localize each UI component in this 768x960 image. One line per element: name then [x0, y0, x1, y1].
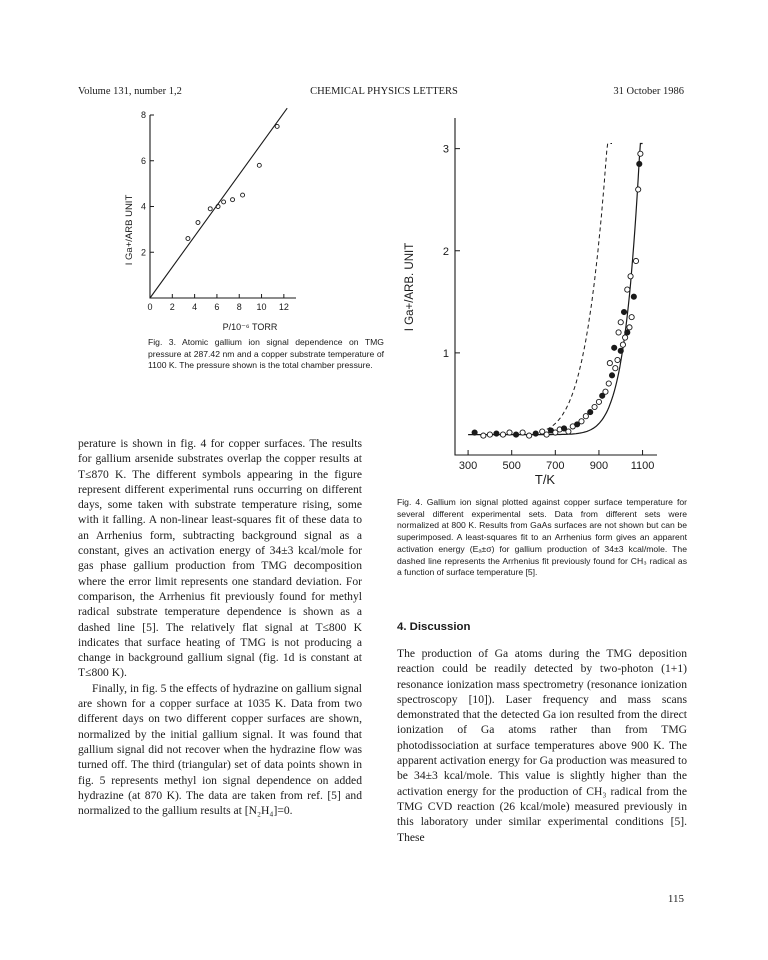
fig3-ylabel: I Ga+/ARB UNIT: [124, 194, 135, 266]
fig4-data-point: [579, 419, 584, 424]
fig4-y-tick-label: 1: [442, 347, 449, 360]
fig3-y-tick-label: 8: [140, 110, 146, 120]
fig4-data-point: [613, 366, 618, 371]
fig3-xlabel: P/10⁻⁶ TORR: [222, 322, 278, 332]
fig3-x-tick-label: 0: [147, 302, 153, 312]
fig3-data-point: [186, 237, 190, 241]
header-date: 31 October 1986: [613, 86, 684, 97]
fig4-data-point: [603, 389, 608, 394]
page-number: 115: [667, 893, 684, 905]
fig3-y-tick-label: 2: [140, 247, 146, 258]
fig3-y-tick-label: 4: [140, 201, 146, 212]
section-title: 4. Discussion: [397, 621, 471, 633]
fig3-data-point: [216, 205, 220, 209]
fig4-data-point: [513, 432, 518, 437]
fig4-data-point: [636, 187, 641, 192]
fig4-data-point: [615, 357, 620, 362]
paragraph: perature is shown in fig. 4 for copper surfaces. The results for gallium arsenide substrates overlap the copper results at T≤870 K. The different symbols appearing in the figure represent different experimental runs occurring on different days, some taken with substrate temperature rising, some with it falling. A non-linear least-squares fit of these data to an Arrhenius form, subtracting background signal as a constant, gives an activation energy of 34±3 kcal/mole for gas phase gallium production from TMG decomposition where the error limit represents one standard deviation. For comparison, the Arrhenius fit previously found for methyl radical substrate temperature dependence is shown as a dashed line [5]. The relatively flat signal at T≤800 K indicates that surface heating of TMG is not producing a change in background gallium signal (fig. 1d is constant at T≤800 K).: [78, 437, 362, 680]
fig3-fit-line: [150, 108, 287, 298]
fig3-axes: [150, 115, 296, 298]
fig4-x-tick-label: 700: [546, 460, 565, 472]
fig4-x-tick-label: 1100: [630, 460, 655, 472]
fig4-data-point: [612, 345, 617, 350]
fig4-data-point: [566, 429, 571, 434]
fig4-data-point: [500, 432, 505, 437]
fig4-data-point: [623, 335, 628, 340]
fig4-data-point: [481, 433, 486, 438]
fig4-data-point: [570, 424, 575, 429]
fig4-data-point: [544, 432, 549, 437]
fig4-data-point: [472, 430, 477, 435]
fig4-data-point: [628, 274, 633, 279]
figure-4-caption: Fig. 4. Gallium ion signal plotted against copper surface temperature for several different experimental sets. Data from different sets were normalized at 800 K. Results from GaAs surfaces are not shown but can be superimposed. A least-squares fit to an Arrhenius form gives an apparent activation energy (Eₐ±σ) for gallium production of 34±3 kcal/mole. The dashed line represents the Arrhenius fit previously found for CH₃ radical as a function of surface temperature [5].: [397, 497, 687, 578]
fig4-data-point: [507, 430, 512, 435]
fig3-data-point: [257, 163, 261, 167]
fig4-data-point: [627, 325, 632, 330]
fig3-data-point: [208, 207, 212, 211]
fig3-x-tick-label: 4: [192, 302, 198, 312]
header-journal-title: CHEMICAL PHYSICS LETTERS: [310, 86, 458, 97]
fig4-x-tick-label: 900: [589, 460, 609, 472]
fig4-data-point: [553, 430, 558, 435]
fig4-data-point: [575, 422, 580, 427]
fig4-data-point: [592, 404, 597, 409]
fig3-x-tick-label: 8: [236, 302, 242, 312]
paragraph: Finally, in fig. 5 the effects of hydrazine on gallium signal are shown for a copper surface at 1035 K. Data from two different days on two different copper surfaces are shown, normalized by the initial gallium signal. It was found that gallium signal did not recover when the hydrazine flow was turned off. The third (triangular) set of data points shown in fig. 5 represents methyl ion signal dependence on added hydrazine (at 870 K). The data are taken from ref. [5] and normalized to the gallium results at [N₂H₄]=0.: [78, 681, 362, 818]
fig4-data-point: [616, 330, 621, 335]
fig4-y-tick-label: 2: [442, 245, 449, 258]
fig3-x-tick-label: 10: [256, 302, 267, 312]
fig3-data-point: [196, 221, 200, 225]
fig4-data-point: [494, 431, 499, 436]
fig4-data-point: [588, 410, 593, 415]
fig4-fit-curve: [468, 144, 642, 435]
fig4-data-point: [607, 360, 612, 365]
fig4-x-tick-label: 500: [502, 460, 521, 472]
fig4-data-point: [629, 315, 634, 320]
fig4-data-point: [540, 429, 545, 434]
fig4-data-point: [583, 414, 588, 419]
fig4-data-point: [637, 161, 642, 166]
fig3-x-tick-label: 12: [278, 302, 289, 312]
fig4-ylabel: I Ga+/ARB. UNIT: [404, 242, 416, 332]
fig4-data-point: [633, 258, 638, 263]
fig4-data-point: [606, 381, 611, 386]
paragraph: The production of Ga atoms during the TMG deposition reaction could be readily detected by two-photon (1+1) resonance ionization mass spectrometry (resonance ionization spectroscopy [10]). Laser frequency and mass scans demonstrated that the detected Ga ion resulted from the direct ionization of Ga atoms rather than from TMG photodissociation at surface temperatures above 900 K. The apparent activation energy for Ga production was measured to be 34±3 kcal/mole. This value is slightly higher than the activation energy for the production of CH₃ radical from the TMG CVD reaction (26 kcal/mole) measured previously in this laboratory under similar experimental conditions [5]. These: [397, 647, 687, 844]
fig3-data-point: [231, 198, 235, 202]
fig3-x-tick-label: 2: [169, 302, 175, 312]
fig4-data-point: [596, 399, 601, 404]
fig4-data-point: [557, 427, 562, 432]
figure-3-caption: Fig. 3. Atomic gallium ion signal dependence on TMG pressure at 287.42 nm and a copper substrate temperature of 1100 K. The pressure shown is the total chamber pressure.: [148, 337, 384, 371]
fig4-data-point: [638, 151, 643, 156]
fig3-x-tick-label: 6: [214, 302, 220, 312]
fig4-data-point: [533, 431, 538, 436]
fig4-y-tick-label: 3: [442, 143, 449, 156]
fig4-data-point: [520, 430, 525, 435]
fig3-data-point: [241, 193, 245, 197]
fig4-axes: [455, 118, 657, 455]
body-right-column: [397, 646, 687, 845]
fig4-data-point: [548, 428, 553, 433]
fig4-data-point: [561, 426, 566, 431]
fig3-y-tick-label: 6: [140, 155, 146, 166]
fig3-data-point: [222, 200, 226, 204]
fig4-data-point: [631, 294, 636, 299]
fig4-data-point: [487, 432, 492, 437]
fig4-data-point: [618, 320, 623, 325]
fig4-data-point: [600, 393, 605, 398]
fig4-data-point: [618, 348, 623, 353]
fig4-data-point: [621, 309, 626, 314]
header-journal-volume: Volume 131, number 1,2: [78, 86, 182, 97]
fig4-data-point: [620, 342, 625, 347]
body-left-column: [78, 436, 362, 818]
fig4-data-point: [625, 330, 630, 335]
fig4-x-tick-label: 300: [458, 460, 478, 472]
fig4-xlabel: T/K: [534, 472, 556, 487]
fig4-ch3-dashed-curve: [534, 144, 613, 434]
fig3-data-point: [275, 124, 279, 128]
fig4-data-point: [609, 373, 614, 378]
fig4-data-point: [527, 433, 532, 438]
fig4-data-point: [625, 287, 630, 292]
